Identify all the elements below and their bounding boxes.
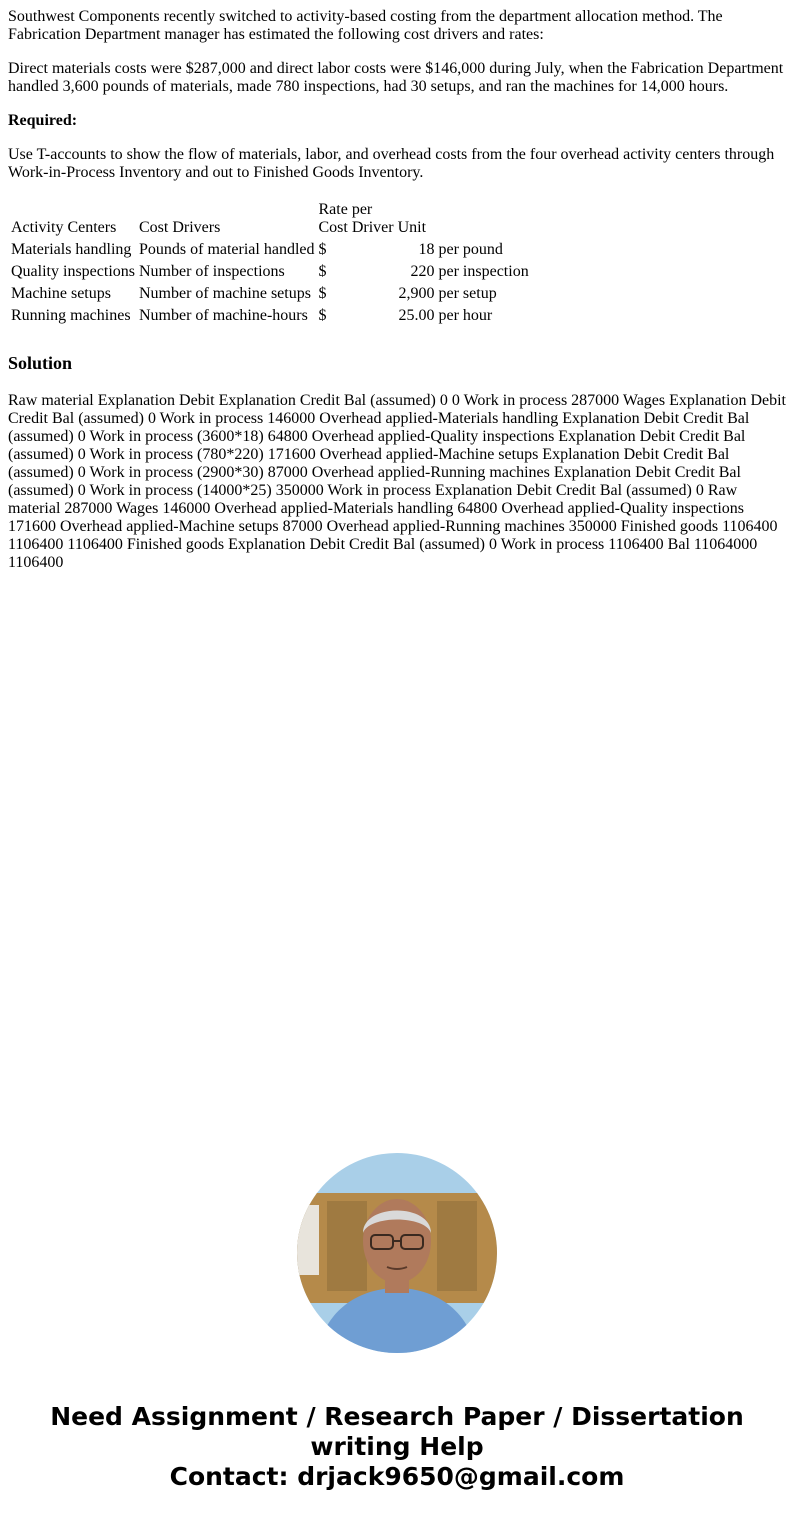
author-photo	[297, 1153, 497, 1353]
photo-window	[297, 1205, 319, 1275]
rate-cell: 220	[410, 263, 435, 280]
header-unit	[438, 200, 530, 238]
table-row	[10, 262, 530, 282]
photo-panel-right	[437, 1201, 477, 1291]
driver-cell: Number of machine setups	[138, 285, 311, 302]
currency-cell: $	[318, 285, 327, 302]
currency-cell: $	[318, 241, 327, 258]
unit-cell: per pound	[438, 241, 503, 258]
header-rate	[318, 200, 436, 238]
table-header-row	[10, 200, 530, 238]
driver-cell: Pounds of material handled	[138, 241, 315, 258]
required-label: Required:	[8, 112, 78, 129]
photo-panel-left	[327, 1201, 367, 1291]
document-body	[8, 8, 788, 572]
rate-cell: 2,900	[398, 285, 435, 302]
currency-cell: $	[318, 263, 327, 280]
problem-details: Direct materials costs were $287,000 and direct labor costs were $146,000 during July, when the Fabrication Department handled 3,600 pounds of materials, made 780 inspections, had 30 setups, and ran the machines for 14,000 hours.	[8, 60, 784, 95]
driver-cell: Number of machine-hours	[138, 307, 308, 324]
solution-text: Raw material Explanation Debit Explanation Credit Bal (assumed) 0 0 Work in process 287000 Wages Explanation Debit Credit Bal (assumed) 0 Work in process 146000 Overhead applied-Materials handling Explanation Debit Credit Bal (assumed) 0 Work in process (3600*18) 64800 Overhead applied-Quality inspections Explanation Debit Credit Bal (assumed) 0 Work in process (780*220) 171600 Overhead applied-Machine setups Explanation Debit Credit Bal (assumed) 0 Work in process (2900*30) 87000 Overhead applied-Running machines Explanation Debit Credit Bal (assumed) 0 Work in process (14000*25) 350000 Work in process Explanation Debit Credit Bal (assumed) 0 Raw material 287000 Wages 146000 Overhead applied-Materials handling 64800 Overhead applied-Quality inspections 171600 Overhead applied-Machine setups 87000 Overhead applied-Running machines 350000 Finished goods 1106400 1106400 1106400 Finished goods Explanation Debit Credit Bal (assumed) 0 Work in process 1106400 Bal 11064000 1106400	[8, 392, 786, 571]
problem-intro: Southwest Components recently switched to activity-based costing from the department allocation method. The Fabrication Department manager has estimated the following cost drivers and rates:	[8, 8, 723, 43]
promo-line-2: writing Help	[310, 1432, 484, 1461]
header-activity-centers: Activity Centers	[11, 219, 117, 236]
table-row	[10, 240, 530, 260]
rate-cell: 18	[418, 241, 435, 258]
unit-cell: per inspection	[438, 263, 529, 280]
activity-cell: Quality inspections	[11, 263, 135, 280]
driver-cell: Number of inspections	[138, 263, 285, 280]
table-row	[10, 306, 530, 326]
promo-line-1: Need Assignment / Research Paper / Dissertation	[50, 1402, 744, 1431]
header-rate-line1: Rate per	[318, 201, 373, 218]
table-row	[10, 284, 530, 304]
unit-cell: per hour	[438, 307, 493, 324]
required-text: Use T-accounts to show the flow of materials, labor, and overhead costs from the four overhead activity centers through Work-in-Process Inventory and out to Finished Goods Inventory.	[8, 146, 775, 181]
activity-cell: Machine setups	[11, 285, 111, 302]
promo-contact: Contact: drjack9650@gmail.com	[169, 1462, 625, 1491]
unit-cell: per setup	[438, 285, 497, 302]
currency-cell: $	[318, 307, 327, 324]
header-cost-drivers: Cost Drivers	[138, 219, 221, 236]
author-avatar	[297, 1153, 497, 1353]
solution-heading: Solution	[8, 353, 73, 373]
activity-cell: Materials handling	[11, 241, 132, 258]
activity-cell: Running machines	[11, 307, 131, 324]
rate-cell: 25.00	[398, 307, 435, 324]
cost-driver-rate-table	[8, 198, 532, 328]
promo-banner	[0, 1402, 794, 1492]
header-rate-line2: Cost Driver Unit	[318, 219, 427, 236]
